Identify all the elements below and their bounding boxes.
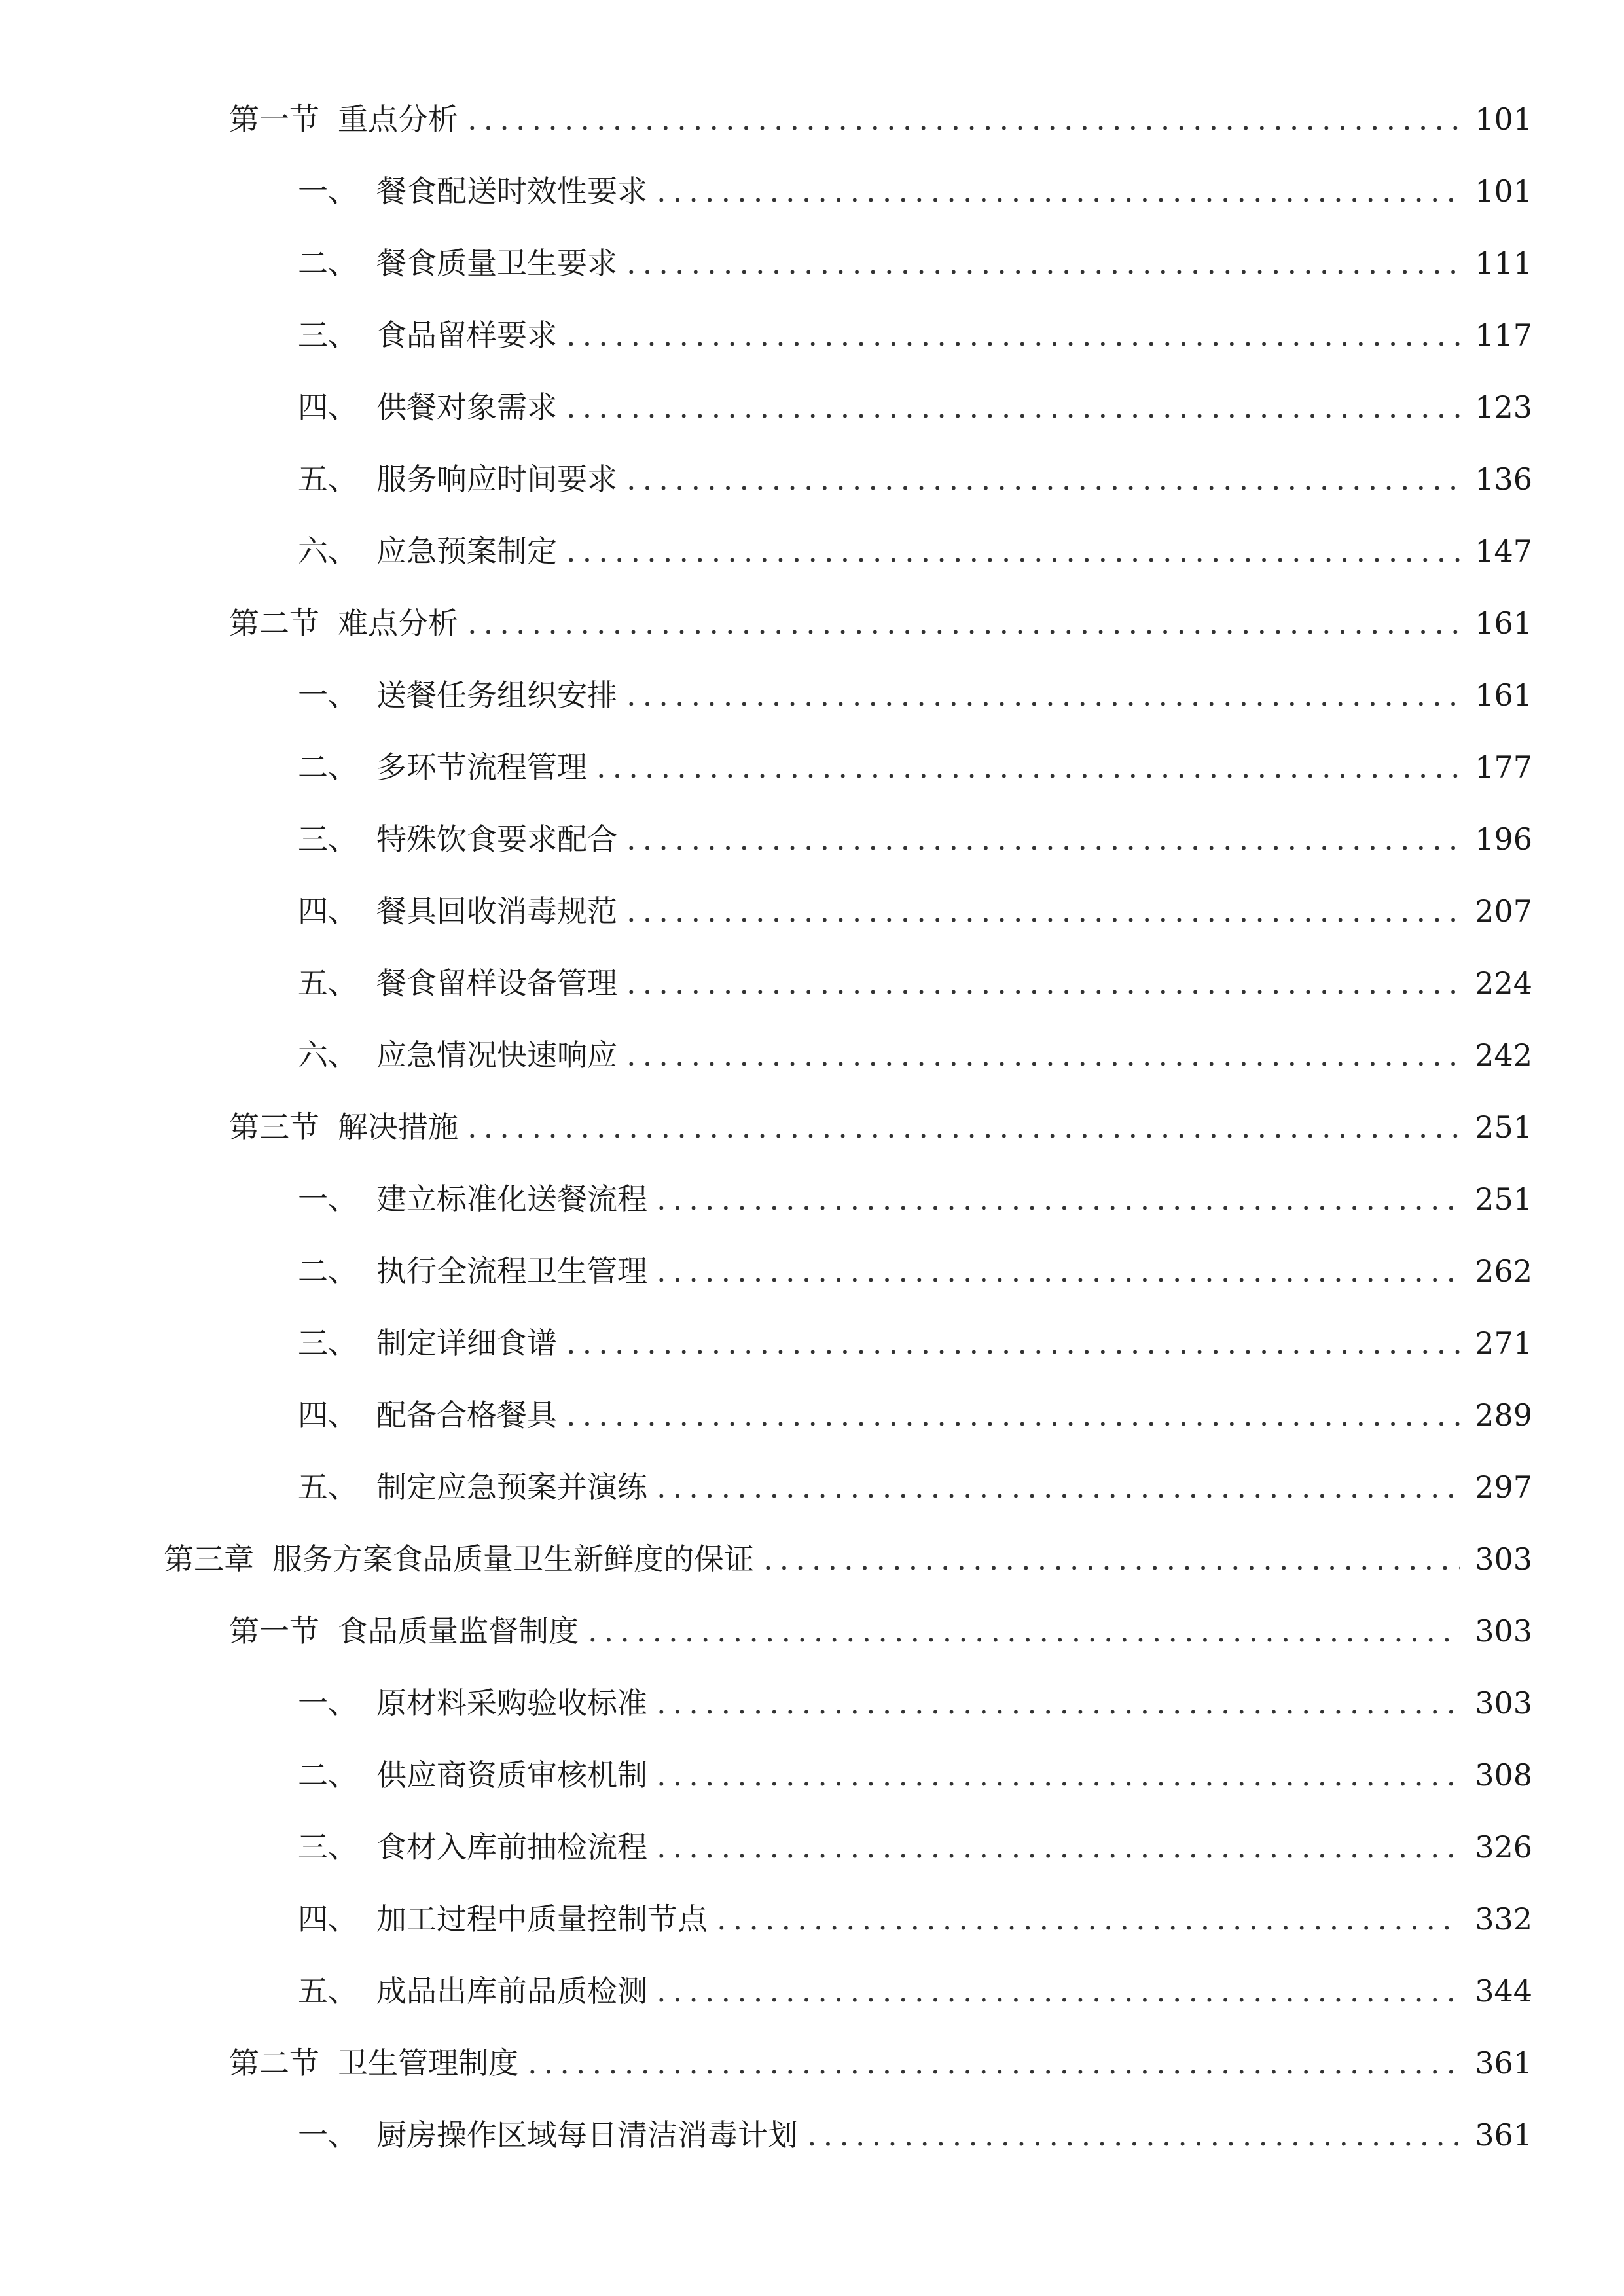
toc-entry-item[interactable] — [298, 234, 1532, 293]
toc-entry-item[interactable] — [298, 522, 1532, 581]
toc-entry-page: 289 — [1475, 1397, 1532, 1433]
toc-entry-number: 第二节 — [229, 2045, 319, 2081]
toc-dot-leader — [657, 1458, 1460, 1516]
toc-entry-title: 配备合格餐具 — [376, 1397, 557, 1433]
toc-entry-title: 餐食配送时效性要求 — [376, 173, 647, 209]
toc-dot-leader — [596, 738, 1460, 797]
toc-dot-leader — [657, 1170, 1460, 1229]
toc-entry-page: 196 — [1475, 821, 1532, 857]
toc-entry-page: 147 — [1475, 533, 1532, 569]
toc-entry-title: 厨房操作区域每日清洁消毒计划 — [376, 2117, 798, 2153]
toc-entry-number: 三、 — [298, 317, 358, 353]
toc-entry-title: 应急情况快速响应 — [376, 1037, 617, 1073]
toc-dot-leader — [657, 1746, 1460, 1804]
toc-entry-title: 食品质量监督制度 — [338, 1613, 579, 1649]
toc-entry-page: 251 — [1475, 1109, 1532, 1145]
toc-dot-leader — [626, 954, 1460, 1013]
toc-entry-item[interactable] — [298, 1818, 1532, 1876]
toc-dot-leader — [763, 1530, 1460, 1588]
toc-entry-item[interactable] — [298, 1746, 1532, 1804]
toc-entry-number: 五、 — [298, 1469, 358, 1505]
toc-entry-title: 原材料采购验收标准 — [376, 1685, 647, 1721]
toc-entry-title: 建立标准化送餐流程 — [376, 1181, 647, 1217]
toc-dot-leader — [467, 90, 1460, 149]
toc-dot-leader — [657, 1962, 1460, 2020]
toc-entry-item[interactable] — [298, 1386, 1532, 1444]
toc-dot-leader — [626, 1026, 1460, 1085]
toc-entry-number: 三、 — [298, 1325, 358, 1361]
toc-entry-number: 一、 — [298, 677, 358, 713]
toc-entry-item[interactable] — [298, 306, 1532, 365]
toc-entry-number: 六、 — [298, 533, 358, 569]
toc-entry-page: 262 — [1475, 1253, 1532, 1289]
toc-entry-number: 三、 — [298, 1829, 358, 1865]
toc-dot-leader — [626, 882, 1460, 941]
toc-entry-number: 第三章 — [164, 1541, 254, 1577]
toc-entry-page: 123 — [1475, 389, 1532, 425]
toc-entry-page: 177 — [1475, 749, 1532, 785]
toc-entry-item[interactable] — [298, 1674, 1532, 1732]
toc-entry-page: 111 — [1475, 245, 1532, 281]
toc-entry-number: 五、 — [298, 461, 358, 497]
toc-entry-section-1-quality-supervision[interactable] — [229, 1602, 1532, 1660]
toc-dot-leader — [566, 378, 1460, 437]
toc-dot-leader — [467, 1098, 1460, 1157]
toc-entry-title: 餐食质量卫生要求 — [376, 245, 617, 281]
toc-entry-page: 242 — [1475, 1037, 1532, 1073]
toc-entry-page: 161 — [1475, 605, 1532, 641]
toc-entry-page: 308 — [1475, 1757, 1532, 1793]
toc-entry-item[interactable] — [298, 1026, 1532, 1085]
toc-dot-leader — [657, 1674, 1460, 1732]
toc-dot-leader — [588, 1602, 1460, 1660]
toc-entry-page: 344 — [1475, 1973, 1532, 2009]
toc-entry-title: 特殊饮食要求配合 — [376, 821, 617, 857]
toc-dot-leader — [626, 234, 1460, 293]
toc-entry-item[interactable] — [298, 954, 1532, 1013]
toc-dot-leader — [467, 594, 1460, 653]
toc-entry-page: 303 — [1475, 1685, 1532, 1721]
toc-entry-number: 六、 — [298, 1037, 358, 1073]
toc-entry-page: 161 — [1475, 677, 1532, 713]
toc-entry-number: 四、 — [298, 1901, 358, 1937]
toc-entry-title: 餐食留样设备管理 — [376, 965, 617, 1001]
toc-entry-page: 303 — [1475, 1613, 1532, 1649]
toc-entry-number: 二、 — [298, 749, 358, 785]
toc-entry-item[interactable] — [298, 738, 1532, 797]
toc-dot-leader — [566, 306, 1460, 365]
toc-entry-item[interactable] — [298, 450, 1532, 509]
toc-entry-number: 四、 — [298, 893, 358, 929]
toc-entry-number: 一、 — [298, 1685, 358, 1721]
toc-entry-title: 服务响应时间要求 — [376, 461, 617, 497]
toc-entry-number: 二、 — [298, 245, 358, 281]
toc-entry-number: 一、 — [298, 2117, 358, 2153]
toc-entry-page: 136 — [1475, 461, 1532, 497]
toc-entry-page: 251 — [1475, 1181, 1532, 1217]
toc-dot-leader — [566, 1386, 1460, 1444]
toc-entry-title: 食材入库前抽检流程 — [376, 1829, 647, 1865]
toc-entry-section-2-difficulty-analysis[interactable] — [229, 594, 1532, 653]
toc-dot-leader — [807, 2106, 1460, 2164]
toc-entry-title: 餐具回收消毒规范 — [376, 893, 617, 929]
toc-entry-page: 207 — [1475, 893, 1532, 929]
toc-entry-number: 一、 — [298, 173, 358, 209]
toc-entry-title: 成品出库前品质检测 — [376, 1973, 647, 2009]
toc-entry-title: 制定详细食谱 — [376, 1325, 557, 1361]
toc-dot-leader — [626, 666, 1460, 725]
toc-entry-number: 四、 — [298, 389, 358, 425]
toc-dot-leader — [657, 1242, 1460, 1300]
toc-entry-page: 326 — [1475, 1829, 1532, 1865]
toc-entry-item[interactable] — [298, 1314, 1532, 1372]
toc-entry-section-3-solutions[interactable] — [229, 1098, 1532, 1157]
toc-entry-title: 多环节流程管理 — [376, 749, 587, 785]
toc-entry-item[interactable] — [298, 1962, 1532, 2020]
toc-entry-page: 224 — [1475, 965, 1532, 1001]
toc-entry-title: 重点分析 — [338, 101, 458, 137]
toc-entry-title: 解决措施 — [338, 1109, 458, 1145]
toc-entry-number: 二、 — [298, 1757, 358, 1793]
toc-entry-page: 101 — [1475, 101, 1532, 137]
toc-entry-chapter-3[interactable] — [164, 1530, 1532, 1588]
toc-entry-page: 332 — [1475, 1901, 1532, 1937]
toc-entry-item[interactable] — [298, 1170, 1532, 1229]
toc-entry-title: 供应商资质审核机制 — [376, 1757, 647, 1793]
toc-entry-page: 297 — [1475, 1469, 1532, 1505]
toc-entry-number: 四、 — [298, 1397, 358, 1433]
toc-dot-leader — [626, 810, 1460, 869]
toc-entry-page: 271 — [1475, 1325, 1532, 1361]
toc-entry-title: 加工过程中质量控制节点 — [376, 1901, 708, 1937]
toc-entry-section-2-hygiene-management[interactable] — [229, 2034, 1532, 2092]
toc-entry-title: 执行全流程卫生管理 — [376, 1253, 647, 1289]
toc-entry-title: 应急预案制定 — [376, 533, 557, 569]
toc-entry-item[interactable] — [298, 1458, 1532, 1516]
toc-entry-number: 第一节 — [229, 101, 319, 137]
toc-entry-page: 101 — [1475, 173, 1532, 209]
toc-entry-title: 难点分析 — [338, 605, 458, 641]
toc-entry-item[interactable] — [298, 378, 1532, 437]
toc-dot-leader — [657, 1818, 1460, 1876]
toc-dot-leader — [717, 1890, 1460, 1948]
toc-entry-item[interactable] — [298, 882, 1532, 941]
toc-entry-page: 303 — [1475, 1541, 1532, 1577]
toc-entry-page: 361 — [1475, 2117, 1532, 2153]
toc-entry-number: 三、 — [298, 821, 358, 857]
toc-dot-leader — [657, 162, 1460, 221]
toc-entry-page: 361 — [1475, 2045, 1532, 2081]
toc-entry-title: 制定应急预案并演练 — [376, 1469, 647, 1505]
toc-entry-number: 五、 — [298, 1973, 358, 2009]
toc-entry-number: 一、 — [298, 1181, 358, 1217]
toc-entry-number: 二、 — [298, 1253, 358, 1289]
toc-entry-item[interactable] — [298, 1890, 1532, 1948]
toc-dot-leader — [626, 450, 1460, 509]
toc-entry-number: 五、 — [298, 965, 358, 1001]
toc-entry-item[interactable] — [298, 2106, 1532, 2164]
toc-entry-number: 第三节 — [229, 1109, 319, 1145]
toc-entry-item[interactable] — [298, 162, 1532, 221]
toc-entry-section-1-key-analysis[interactable] — [229, 90, 1532, 149]
toc-entry-number: 第一节 — [229, 1613, 319, 1649]
toc-entry-number: 第二节 — [229, 605, 319, 641]
toc-dot-leader — [566, 522, 1460, 581]
toc-entry-page: 117 — [1475, 317, 1532, 353]
toc-dot-leader — [528, 2034, 1460, 2092]
toc-dot-leader — [566, 1314, 1460, 1372]
toc-entry-item[interactable] — [298, 666, 1532, 725]
toc-entry-title: 送餐任务组织安排 — [376, 677, 617, 713]
toc-entry-title: 食品留样要求 — [376, 317, 557, 353]
toc-entry-title: 供餐对象需求 — [376, 389, 557, 425]
toc-entry-item[interactable] — [298, 1242, 1532, 1300]
toc-entry-item[interactable] — [298, 810, 1532, 869]
toc-entry-title: 卫生管理制度 — [338, 2045, 518, 2081]
toc-entry-title: 服务方案食品质量卫生新鲜度的保证 — [272, 1541, 754, 1577]
